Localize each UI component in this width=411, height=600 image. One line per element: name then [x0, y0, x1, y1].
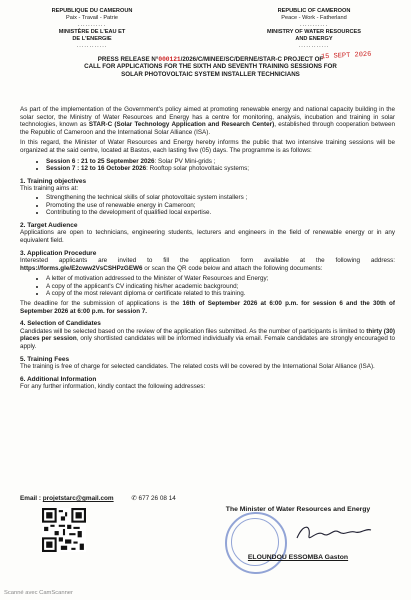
separator-dots: ........... — [77, 22, 107, 28]
ministry-fr-2: DE L'ENERGIE — [72, 36, 112, 42]
form-link[interactable]: https://forms.gle/E2cww2VsCSHPzGEW6 — [20, 264, 143, 272]
section-text: Applications are open to technicians, engineering students, lecturers and engineers in the field of renewable energy or in any equivalent field. — [20, 229, 395, 244]
contact-line — [20, 494, 176, 502]
phone-number: 677 26 08 14 — [138, 495, 176, 502]
press-prefix: PRESS RELEASE N° — [97, 56, 159, 63]
list-item: • Strengthening the technical skills of solar photovoltaic system installers ; — [46, 194, 395, 202]
ministry-fr-1: MINISTÈRE DE L'EAU ET — [58, 29, 126, 35]
list-item: • A copy of the most relevant diploma or certificate related to this training. — [46, 290, 395, 298]
section-text: For any further information, kindly contact the following addresses: — [20, 383, 206, 391]
email-link[interactable]: projetstarc@gmail.com — [42, 495, 114, 502]
press-suffix: /2026/C/MINEE/SC/DERNE/STAR-C PROJECT OF — [180, 56, 324, 63]
session-item — [46, 165, 395, 173]
ministry-en-1: MINISTRY OF WATER RESOURCES — [266, 29, 362, 35]
country-fr: REPUBLIQUE DU CAMEROUN — [51, 8, 133, 14]
section-title: 2. Target Audience — [20, 221, 78, 229]
motto-en: Peace - Work - Fatherland — [281, 15, 347, 21]
selection-text: Candidates will be selected based on the review of the application files submitted. As the number of participants is limited to — [20, 327, 367, 335]
list-item: • Contributing to the development of qualified local expertise. — [46, 209, 395, 217]
call-title-2: SOLAR PHOTOVOLTAIC SYSTEM INSTALLER TECHNICIANS — [121, 70, 300, 78]
places-count: thirty (30) places per session — [20, 327, 395, 343]
section-title: 5. Training Fees — [20, 355, 70, 363]
document-body — [20, 106, 395, 394]
separator-dots: ........... — [299, 22, 329, 28]
call-title-1: CALL FOR APPLICATIONS FOR THE SIXTH AND SEVENTH TRAINING SESSIONS FOR — [84, 63, 337, 71]
objectives-list — [20, 194, 395, 217]
list-item: • A copy of the applicant's CV indicating his/her academic background; — [46, 283, 395, 291]
section-title: 4. Selection of Candidates — [20, 320, 101, 328]
minister-title: The Minister of Water Resources and Energy — [225, 506, 371, 513]
section-text: The training is free of charge for selected candidates. The related costs will be covered by the International Solar Alliance (ISA). — [20, 363, 375, 371]
session-label: Session 7 : 12 to 16 October 2026 — [46, 165, 147, 173]
signature-block — [203, 504, 393, 574]
press-number: 000121 — [158, 56, 181, 63]
session-item — [46, 158, 395, 166]
section-title: 1. Training objectives — [20, 177, 87, 185]
date-stamp: 15 SEPT 2026 — [320, 50, 372, 62]
header-right — [239, 8, 389, 50]
scanner-watermark: Scanné avec CamScanner — [4, 590, 73, 596]
starc-name: STAR-C (Solar Technology Application and Research Center) — [88, 121, 275, 129]
procedure-text: Interested applicants are invited to fill the application form available at the following address: — [20, 257, 395, 265]
deadline-dates: 16th of September 2026 at 6:00 p.m. for session 6 and the 30th of September 2026 at 6:00 p.m. for session 7. — [20, 300, 395, 315]
press-release-title — [30, 56, 391, 78]
documents-list — [20, 275, 395, 298]
intro-text: As part of the implementation of the Government's policy aimed at promoting renewable energy and national capacity building in the solar sector, the Ministry of Water Resources and Energy has a centre for monitoring, analysis, incubation and training in solar technologies, known as — [20, 106, 395, 129]
deadline-lead: The deadline for the submission of applications is the — [20, 300, 183, 308]
session-text: : Solar PV Mini-grids ; — [154, 157, 216, 165]
deadline-text — [20, 300, 395, 315]
separator-dots: ............ — [298, 43, 330, 49]
country-en: REPUBLIC OF CAMEROON — [277, 8, 351, 14]
ministry-en-2: AND ENERGY — [295, 36, 333, 42]
section-lead: This training aims at: — [20, 185, 79, 193]
minister-name: ELOUNDOU ESSOMBA Gaston — [247, 554, 349, 561]
intro-text-end: , established through cooperation between the Republic of Cameroon and the International Solar Alliance (ISA). — [20, 121, 395, 136]
list-item: • A letter of motivation addressed to the Minister of Water Resources and Energy; — [46, 275, 395, 283]
section-text — [20, 328, 395, 351]
section-text — [20, 257, 395, 272]
section-title: 3. Application Procedure — [20, 249, 97, 257]
sessions-list — [20, 158, 395, 173]
selection-text-end: , only shortlisted candidates will be informed individually via email. Female candidates are strongly encouraged to apply. — [20, 335, 395, 351]
qr-code[interactable] — [42, 508, 86, 552]
motto-fr: Paix - Travail - Patrie — [66, 15, 118, 21]
session-text: : Rooftop solar photovoltaic systems; — [146, 165, 250, 173]
phone-icon: ✆ — [131, 495, 137, 502]
procedure-text-end: or scan the QR code below and attach the following documents: — [142, 264, 323, 272]
handwritten-signature-icon — [293, 520, 373, 546]
intro-paragraph — [20, 106, 395, 136]
section-title: 6. Additional Information — [20, 375, 97, 383]
separator-dots: ............ — [76, 43, 108, 49]
session-label: Session 6 : 21 to 25 September 2026 — [46, 157, 155, 165]
list-item: • Promoting the use of renewable energy in Cameroon; — [46, 202, 395, 210]
intro-paragraph-2: In this regard, the Minister of Water Resources and Energy hereby informs the public that two intensive training sessions will be organized at the said centre, located at Bastos, each lasting five (05) days. The programme is as follows: — [20, 139, 395, 154]
email-label: Email : — [20, 495, 41, 502]
header-left — [22, 8, 162, 50]
